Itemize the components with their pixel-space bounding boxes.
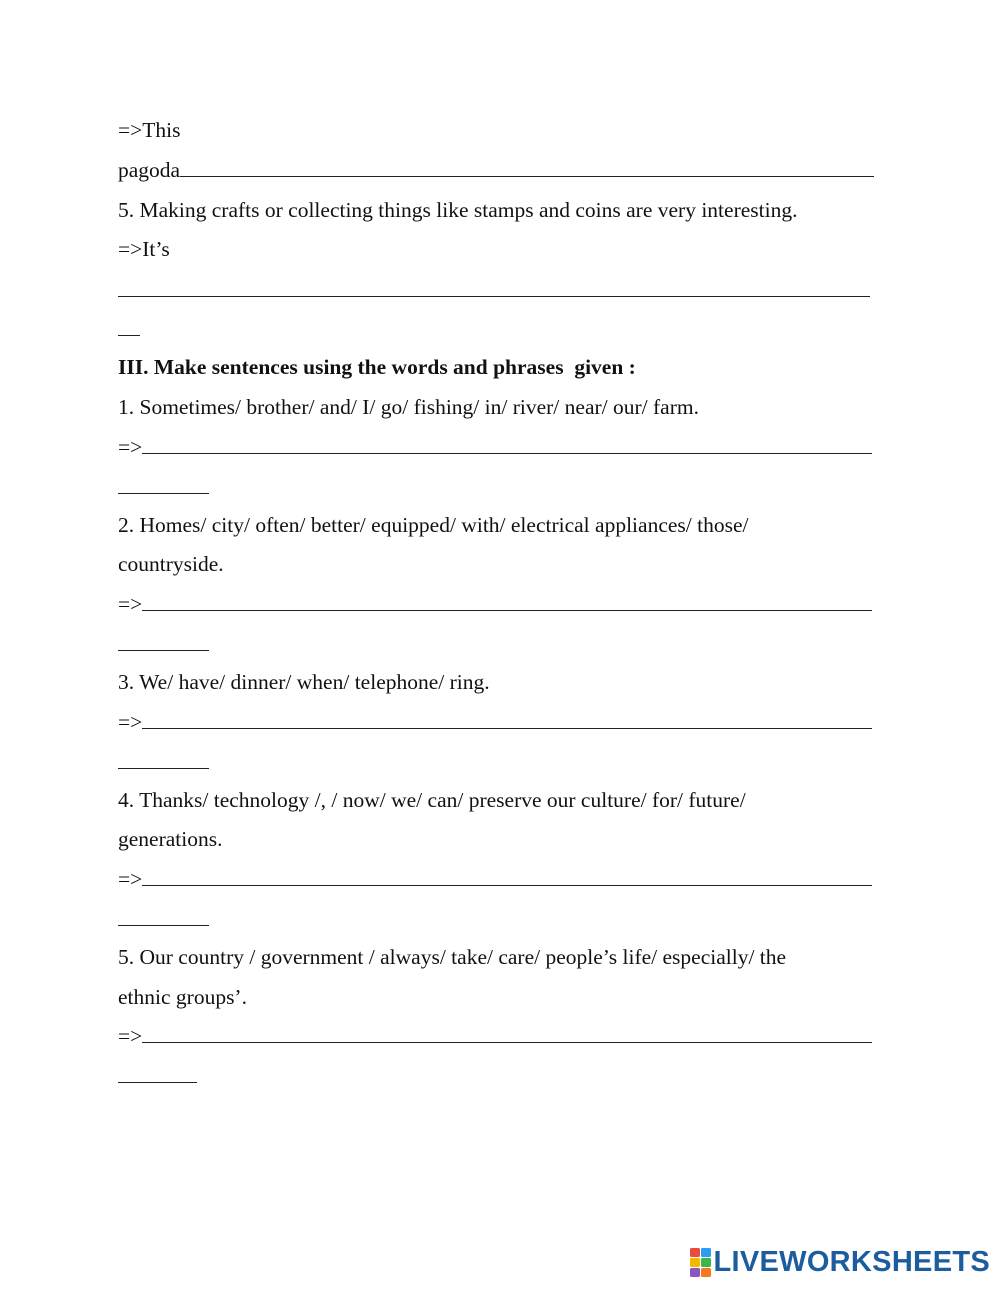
s3-item2-text: 2. Homes/ city/ often/ better/ equipped/ with/ electrical appliances/ those/ bbox=[118, 513, 749, 537]
s3-item5-answer-blank[interactable] bbox=[142, 1023, 872, 1043]
answer-arrow: => bbox=[118, 710, 143, 734]
item5-answer-line-cont bbox=[118, 316, 140, 342]
answer-arrow: => bbox=[118, 1024, 143, 1048]
s3-item1-answer-blank-cont[interactable] bbox=[118, 474, 209, 494]
s3-item3-answer-blank-cont[interactable] bbox=[118, 749, 209, 769]
s3-item5-text: 5. Our country / government / always/ take/ care/ people’s life/ especially/ the bbox=[118, 945, 787, 969]
section3-heading: III. Make sentences using the words and phrases given : bbox=[118, 355, 636, 379]
s3-item2-answer-blank-cont[interactable] bbox=[118, 631, 209, 651]
item4-prompt: =>This bbox=[118, 118, 181, 142]
s3-item1-text: 1. Sometimes/ brother/ and/ I/ go/ fishing/ in/ river/ near/ our/ farm. bbox=[118, 395, 699, 419]
s3-item1-answer bbox=[118, 434, 872, 460]
s3-item1-answer-blank[interactable] bbox=[142, 434, 872, 454]
item5-answer-blank-cont[interactable] bbox=[118, 316, 140, 336]
item5-answer-blank[interactable] bbox=[118, 277, 870, 297]
s3-item3-text: 3. We/ have/ dinner/ when/ telephone/ ring. bbox=[118, 670, 490, 694]
item4-answer-line bbox=[118, 157, 874, 183]
item4-answer-blank[interactable] bbox=[180, 157, 874, 177]
s3-item2-text-cont: countryside. bbox=[118, 552, 224, 576]
s3-item4-text-cont: generations. bbox=[118, 827, 223, 851]
item5-prompt: =>It’s bbox=[118, 237, 170, 261]
s3-item2-answer-blank[interactable] bbox=[142, 591, 872, 611]
s3-item1-answer-cont bbox=[118, 474, 209, 500]
liveworksheets-logo bbox=[690, 1247, 991, 1277]
answer-arrow: => bbox=[118, 592, 143, 616]
s3-item3-answer-blank[interactable] bbox=[142, 709, 872, 729]
logo-block bbox=[690, 1268, 700, 1277]
logo-block bbox=[701, 1258, 711, 1267]
logo-text: LIVEWORKSHEETS bbox=[713, 1246, 990, 1278]
s3-item4-answer-cont bbox=[118, 906, 209, 932]
s3-item5-answer bbox=[118, 1023, 872, 1049]
s3-item3-answer-cont bbox=[118, 749, 209, 775]
logo-block bbox=[690, 1248, 700, 1257]
logo-block bbox=[701, 1248, 711, 1257]
s3-item4-text: 4. Thanks/ technology /, / now/ we/ can/ preserve our culture/ for/ future/ bbox=[118, 788, 746, 812]
s3-item4-answer-blank[interactable] bbox=[142, 866, 872, 886]
item5-text: 5. Making crafts or collecting things like stamps and coins are very interesting. bbox=[118, 198, 798, 222]
s3-item5-answer-blank-cont[interactable] bbox=[118, 1063, 197, 1083]
logo-block bbox=[690, 1258, 700, 1267]
logo-block bbox=[701, 1268, 711, 1277]
s3-item2-answer-cont bbox=[118, 631, 209, 657]
answer-arrow: => bbox=[118, 435, 143, 459]
s3-item3-answer bbox=[118, 709, 872, 735]
logo-blocks-icon bbox=[690, 1248, 711, 1277]
s3-item5-answer-cont bbox=[118, 1063, 197, 1089]
answer-arrow: => bbox=[118, 867, 143, 891]
item4-continuation: pagoda bbox=[118, 158, 181, 182]
s3-item2-answer bbox=[118, 591, 872, 617]
s3-item5-text-cont: ethnic groups’. bbox=[118, 985, 247, 1009]
s3-item4-answer bbox=[118, 866, 872, 892]
s3-item4-answer-blank-cont[interactable] bbox=[118, 906, 209, 926]
item5-answer-line bbox=[118, 277, 870, 303]
